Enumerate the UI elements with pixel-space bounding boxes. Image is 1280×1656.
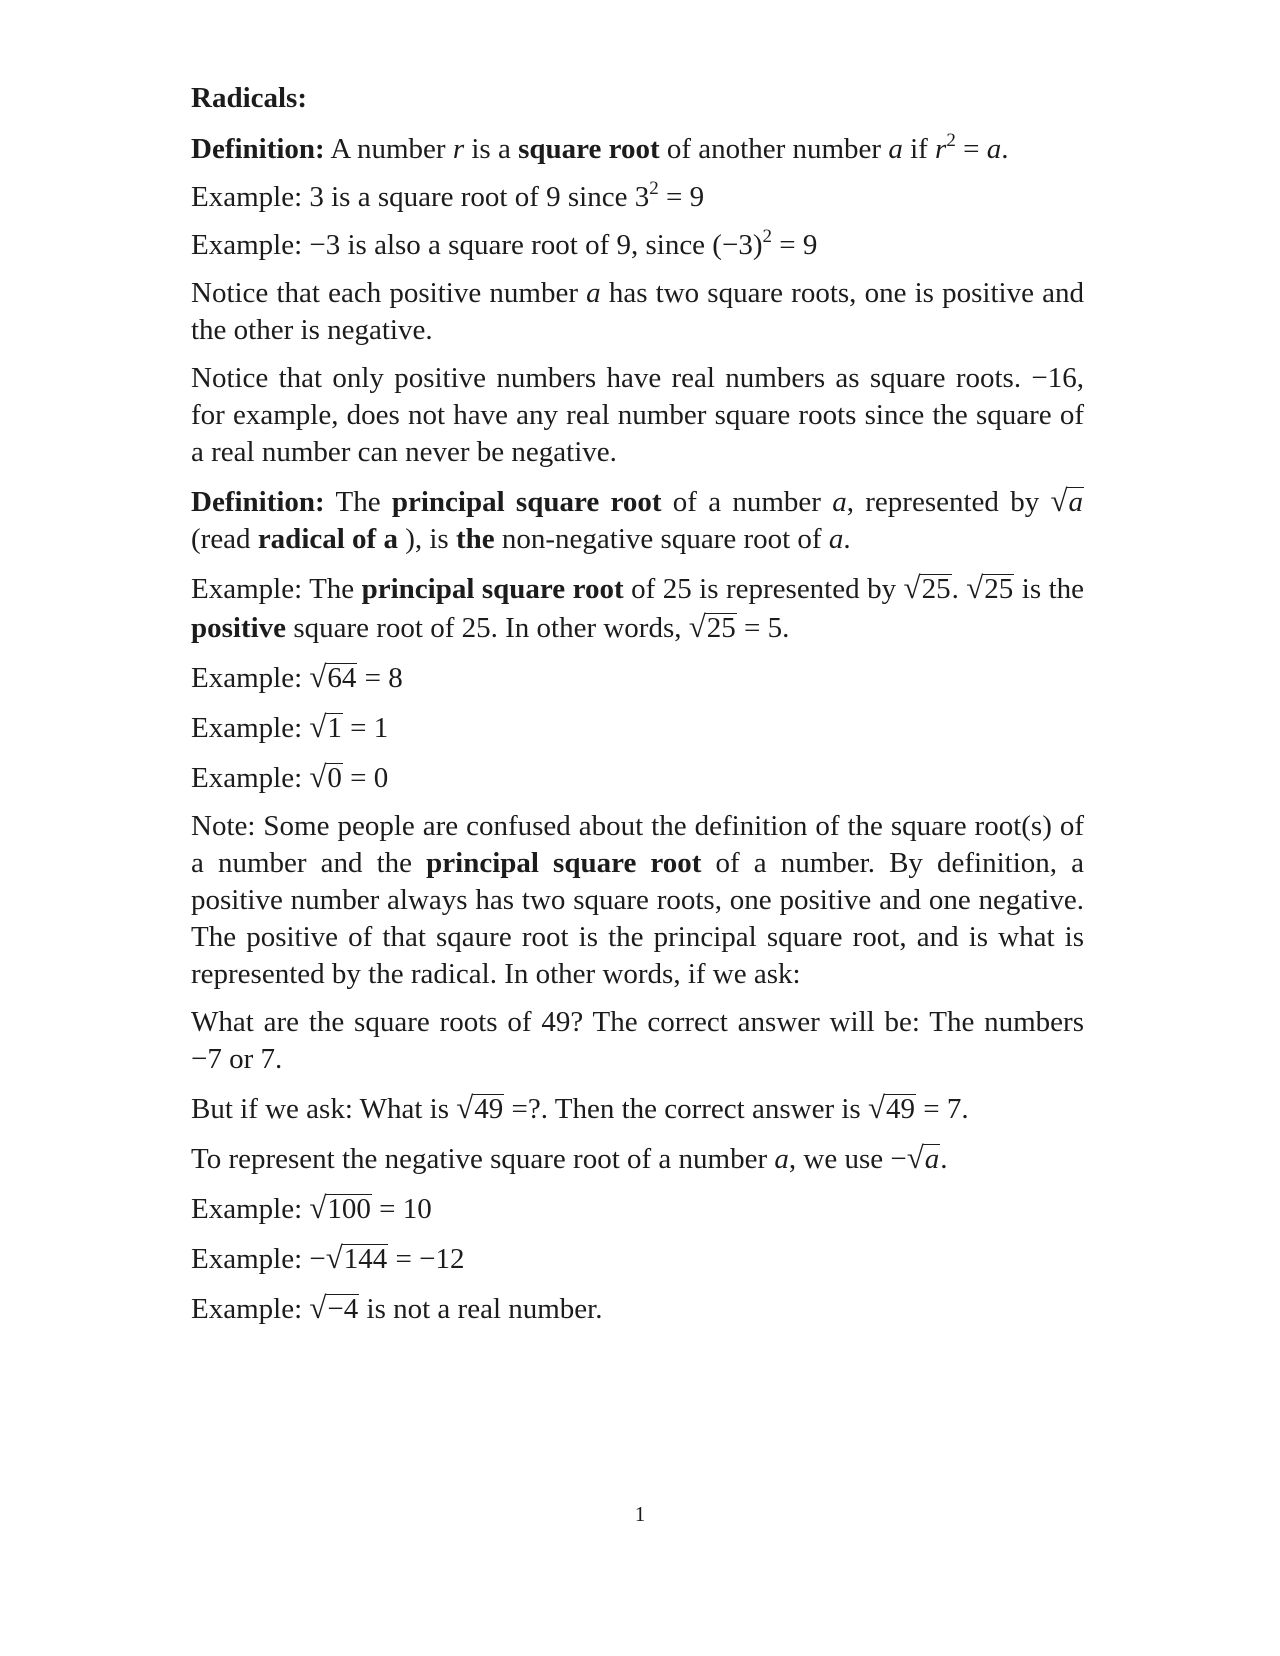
radical-expression xyxy=(1050,482,1084,521)
term-principal-square-root: principal square root xyxy=(391,486,662,518)
example-sqrt-1 xyxy=(191,708,1084,747)
text: is not a real number. xyxy=(359,1293,603,1325)
radical-icon: √ xyxy=(903,570,921,605)
text: The xyxy=(324,486,392,518)
notice-two-roots xyxy=(191,275,1084,349)
text: if xyxy=(902,133,936,165)
text: . xyxy=(951,573,967,605)
text: (read xyxy=(191,523,258,555)
radical-icon: √ xyxy=(309,1290,327,1325)
example-sqrt-100 xyxy=(191,1189,1084,1228)
radicand: 49 xyxy=(885,1093,915,1125)
term-radical-of-a: radical of a xyxy=(257,523,398,555)
text: of 25 is represented by xyxy=(623,573,904,605)
exponent: 2 xyxy=(649,178,659,199)
text: , represented by xyxy=(846,486,1051,518)
var-a: a xyxy=(888,133,903,165)
example-principal-25 xyxy=(191,569,1084,647)
radicand: 25 xyxy=(921,573,951,605)
text: = −12 xyxy=(388,1243,465,1275)
radical-expression xyxy=(689,608,737,647)
text: Example: 3 is a square root of 9 since 3 xyxy=(191,181,650,213)
radicand: −4 xyxy=(327,1293,359,1325)
text: = 1 xyxy=(342,712,389,744)
text: Example: xyxy=(191,762,310,794)
var-r: r xyxy=(935,133,947,165)
radical-icon: √ xyxy=(325,1240,343,1275)
term-principal-square-root: principal square root xyxy=(426,847,702,879)
text: of a number. By definition, a positive number always has two square roots, one positive and one negative. The positive of that sqaure root is the principal square root, and is what is represented by the radical. In other words, if we ask: xyxy=(191,847,1084,990)
var-a: a xyxy=(774,1143,789,1175)
radical-expression xyxy=(907,1139,941,1178)
text: A number xyxy=(324,133,453,165)
radicand: 64 xyxy=(327,662,357,694)
text: Note: Some people are confused about the definition of the square root(s) of a number and the xyxy=(191,810,1084,879)
emphasis-positive: positive xyxy=(191,612,287,644)
heading: Radicals: xyxy=(191,82,307,114)
text: Example: xyxy=(191,662,310,694)
text: = 9 xyxy=(658,181,705,213)
example-neg-3-squared xyxy=(191,227,1084,264)
text: ), is xyxy=(397,523,456,555)
example-neg-sqrt-144 xyxy=(191,1239,1084,1278)
radicand: 144 xyxy=(343,1243,388,1275)
var-a: a xyxy=(832,486,847,518)
radical-expression xyxy=(309,658,357,697)
radical-icon: √ xyxy=(309,659,327,694)
radical-expression xyxy=(966,569,1014,608)
question-49: What are the square roots of 49? The correct answer will be: The numbers −7 or 7. xyxy=(191,1006,1084,1075)
page-number: 1 xyxy=(634,1502,646,1526)
radical-icon: √ xyxy=(688,609,706,644)
radicand: 49 xyxy=(474,1093,504,1125)
text: Example: − xyxy=(191,1243,326,1275)
radical-icon: √ xyxy=(966,570,984,605)
radical-icon: √ xyxy=(906,1140,924,1175)
radical-expression xyxy=(456,1089,504,1128)
text: =?. Then the correct answer is xyxy=(504,1093,868,1125)
example-sqrt-64 xyxy=(191,658,1084,697)
text: Example: The xyxy=(191,573,362,605)
text: has two square roots, one is positive and the other is negative. xyxy=(191,277,1084,346)
text: = 5. xyxy=(736,612,790,644)
text: non-negative square root of xyxy=(494,523,829,555)
var-a: a xyxy=(828,523,844,555)
radical-expression xyxy=(309,758,343,797)
var-a: a xyxy=(586,277,601,309)
definition-label: Definition: xyxy=(191,486,325,518)
radical-icon: √ xyxy=(456,1090,474,1125)
definition-principal-root xyxy=(191,482,1084,558)
text: square root of 25. In other words, xyxy=(286,612,689,644)
text: of a number xyxy=(661,486,833,518)
text: = xyxy=(955,133,987,165)
exponent: 2 xyxy=(946,130,956,151)
radicand: a xyxy=(924,1143,940,1175)
radicand: 1 xyxy=(327,712,342,744)
term-square-root: square root xyxy=(518,133,660,165)
text: Example: xyxy=(191,1193,310,1225)
document-page xyxy=(191,80,1084,1339)
radical-expression xyxy=(309,1189,372,1228)
text: = 8 xyxy=(357,662,403,694)
text: = 7. xyxy=(915,1093,969,1125)
radical-expression xyxy=(309,1289,359,1328)
text: To represent the negative square root of a number xyxy=(191,1143,775,1175)
principal-49 xyxy=(191,1089,1084,1128)
radicand: 100 xyxy=(327,1193,371,1225)
exponent: 2 xyxy=(762,226,772,247)
negative-root-notation xyxy=(191,1139,1084,1178)
radicand: 25 xyxy=(984,573,1014,605)
text: , we use − xyxy=(788,1143,907,1175)
radical-icon: √ xyxy=(1050,483,1068,518)
text: Notice that each positive number xyxy=(191,277,587,309)
radical-expression xyxy=(309,708,343,747)
term-principal-square-root: principal square root xyxy=(361,573,624,605)
example-3-squared xyxy=(191,179,1084,216)
radical-expression xyxy=(904,569,952,608)
text: . xyxy=(843,523,851,555)
radical-icon: √ xyxy=(309,759,327,794)
example-sqrt-neg-4 xyxy=(191,1289,1084,1328)
example-sqrt-0 xyxy=(191,758,1084,797)
definition-square-root xyxy=(191,131,1084,168)
text: Example: −3 is also a square root of 9, since (−3) xyxy=(191,229,763,261)
radical-expression xyxy=(868,1089,916,1128)
text: . xyxy=(940,1143,948,1175)
radical-expression xyxy=(326,1239,389,1278)
radicand: 0 xyxy=(327,762,342,794)
text: = 10 xyxy=(371,1193,432,1225)
var-a: a xyxy=(986,133,1002,165)
radicand: a xyxy=(1068,486,1083,518)
text: = 0 xyxy=(342,762,389,794)
emphasis-the: the xyxy=(455,523,495,555)
radicand: 25 xyxy=(706,612,736,644)
radical-icon: √ xyxy=(309,1190,327,1225)
text: is a xyxy=(464,133,519,165)
definition-label: Definition: xyxy=(191,133,325,165)
radical-icon: √ xyxy=(309,709,327,744)
text: Example: xyxy=(191,712,310,744)
text: of another number xyxy=(659,133,889,165)
text: Example: xyxy=(191,1293,310,1325)
text: is the xyxy=(1014,573,1084,605)
var-r: r xyxy=(452,133,465,165)
text: But if we ask: What is xyxy=(191,1093,457,1125)
notice-positive-only: Notice that only positive numbers have real numbers as square roots. −16, for example, does not have any real number square roots since the square of a real number can never be negative. xyxy=(191,362,1084,468)
text: = 9 xyxy=(771,229,818,261)
text: . xyxy=(1001,133,1009,165)
note-paragraph xyxy=(191,808,1084,993)
radical-icon: √ xyxy=(867,1090,885,1125)
